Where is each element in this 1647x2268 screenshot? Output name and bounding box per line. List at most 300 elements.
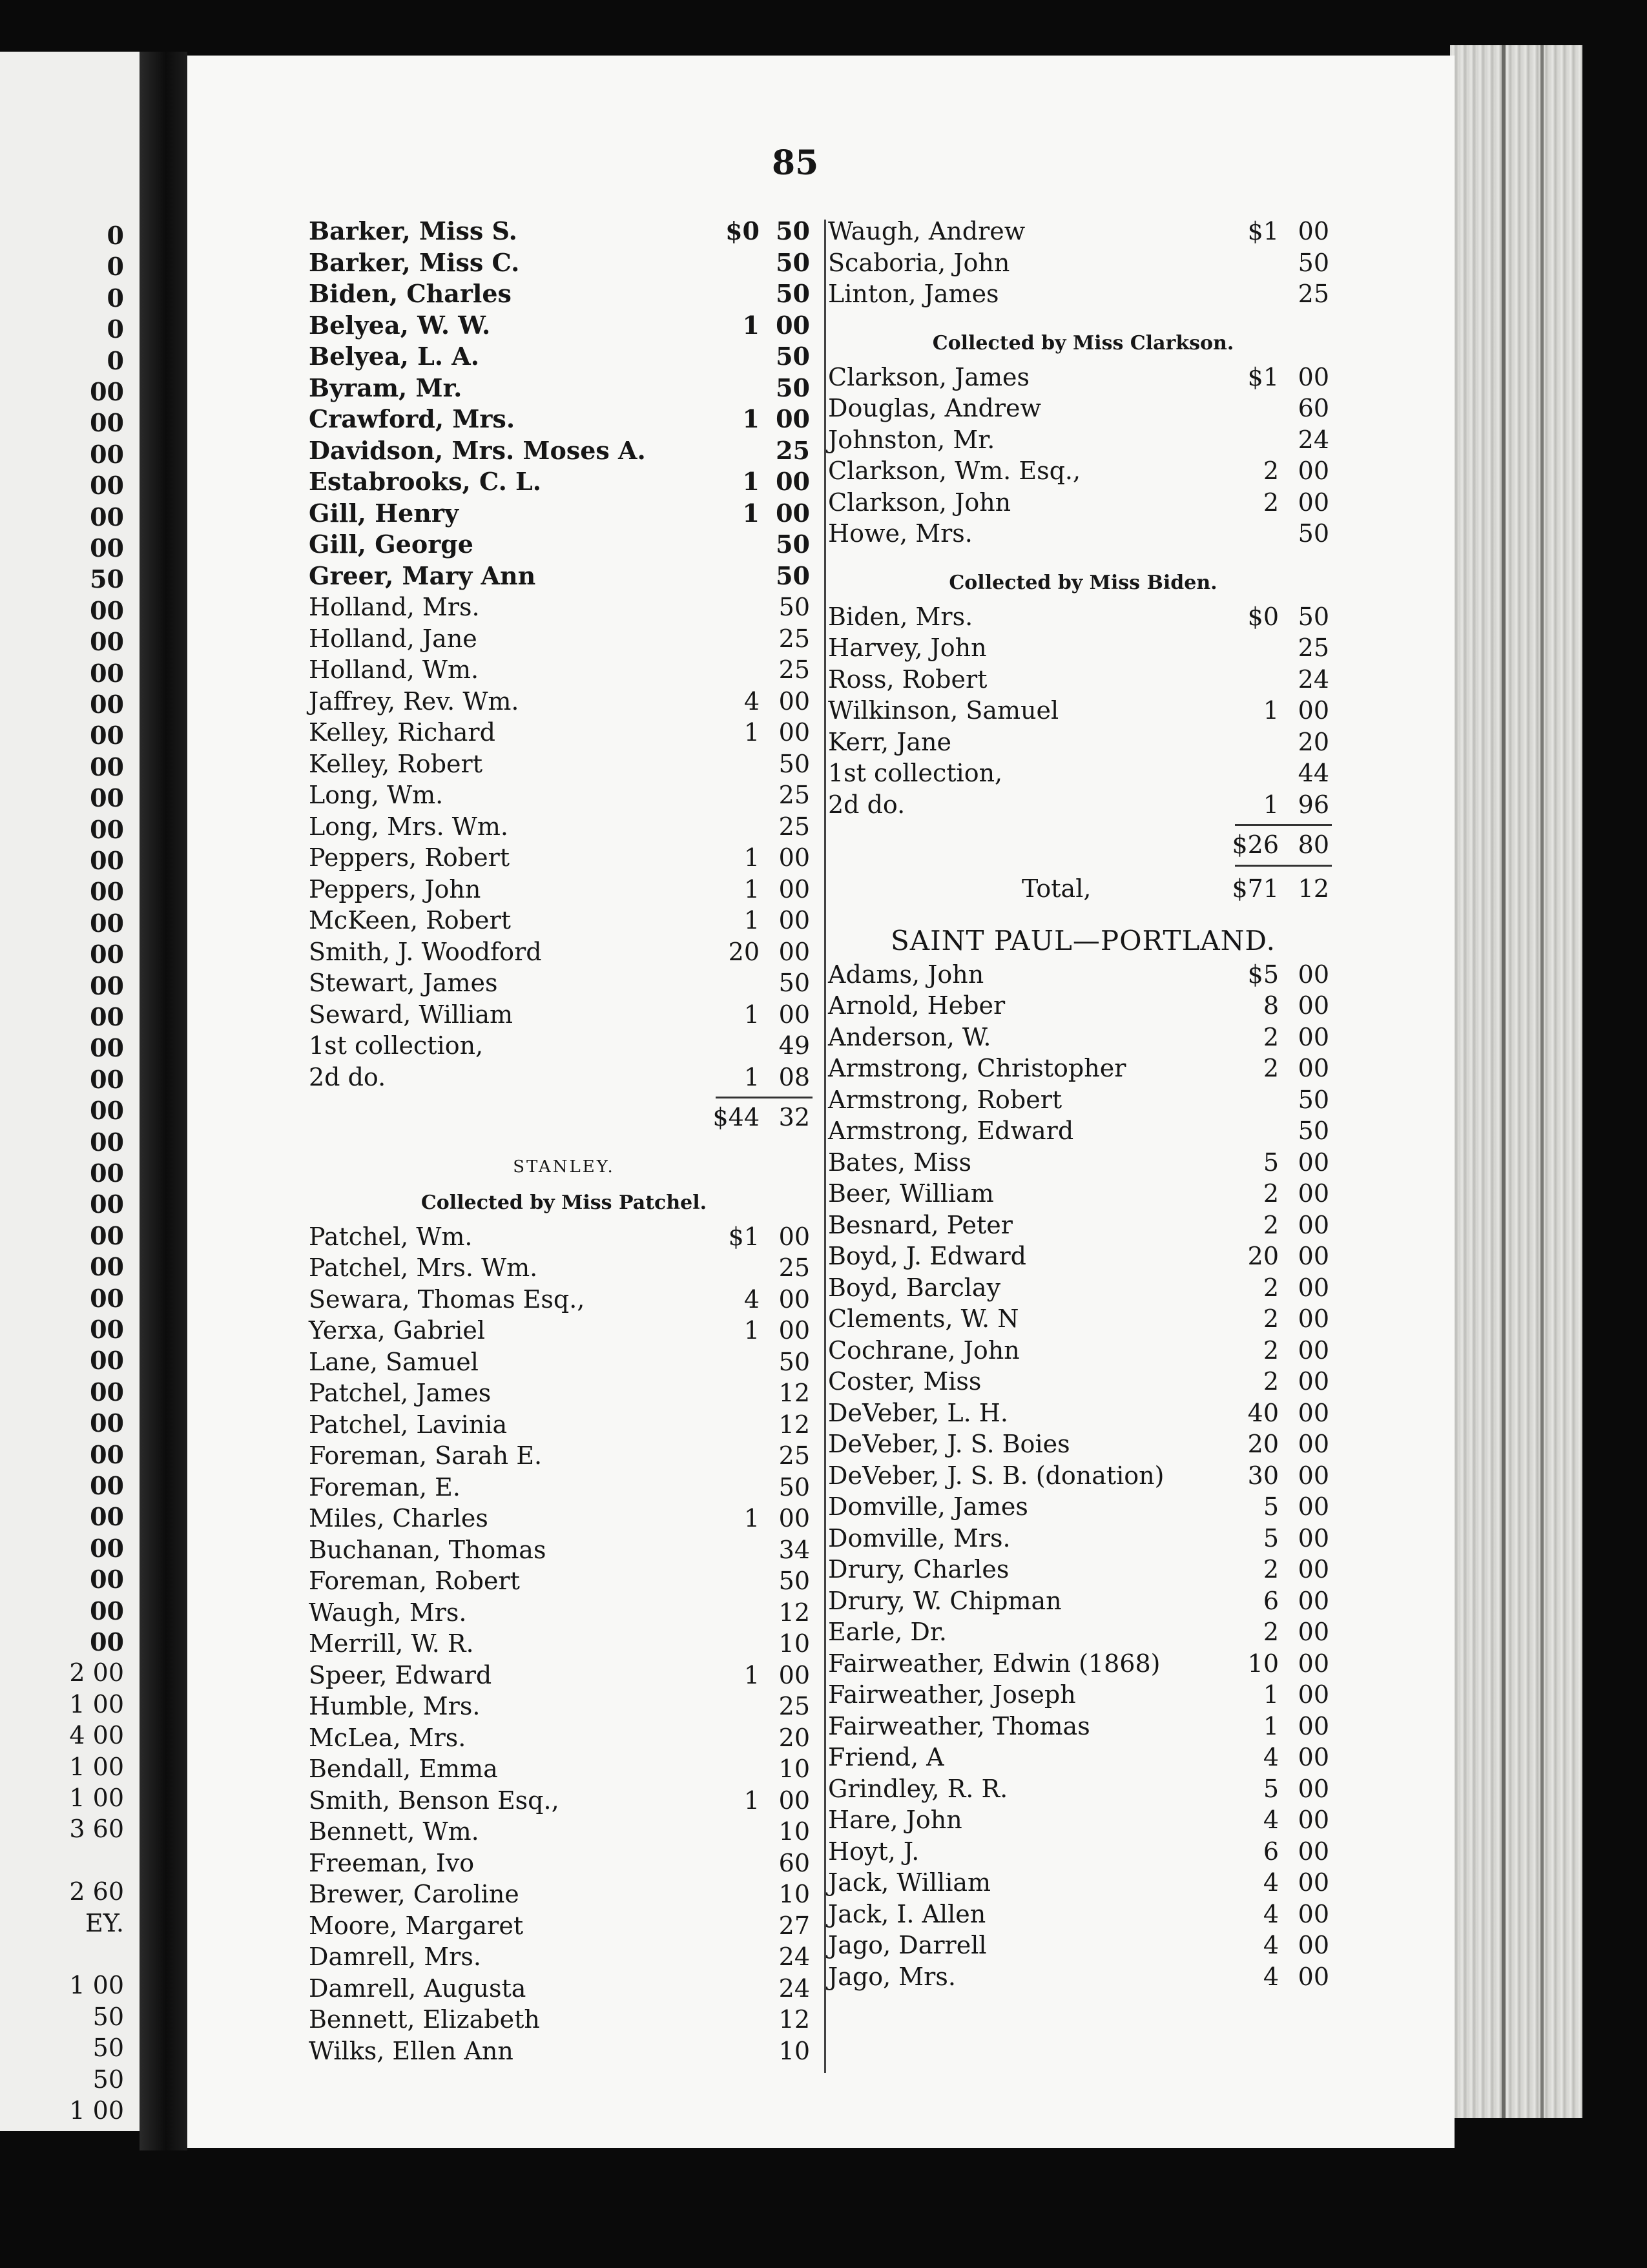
- list-item: [828, 632, 1338, 664]
- list-item: [828, 1554, 1338, 1585]
- left-page-amount-fragment: 00: [90, 502, 124, 531]
- amount-dollars: 5: [1263, 1492, 1279, 1521]
- subscription-list-clarkson: [828, 362, 1338, 550]
- subscriber-name: Kerr, Jane: [828, 727, 952, 756]
- subscriber-name: Foreman, E.: [309, 1472, 461, 1501]
- amount-dollars: 4: [743, 686, 760, 716]
- amount-cents: 00: [1298, 488, 1329, 517]
- subscription-list-main: [309, 216, 819, 1093]
- left-page-amount-fragment: 00: [90, 1064, 124, 1094]
- list-item: [828, 1679, 1338, 1711]
- subscriber-name: Waugh, Mrs.: [309, 1598, 467, 1627]
- amount-dollars: 2: [1263, 1555, 1279, 1583]
- left-page-amount-fragment: 50: [92, 2065, 124, 2094]
- amount-cents: 50: [776, 561, 810, 590]
- subtotal-rule: [309, 1093, 819, 1102]
- left-page-amount-fragment: 1 00: [69, 1752, 124, 1781]
- amount-dollars: 2: [1263, 1054, 1279, 1082]
- left-page-amount-fragment: 0: [107, 252, 124, 282]
- list-item: [309, 905, 819, 936]
- left-page-amount-fragment: 00: [90, 1283, 124, 1313]
- amount-cents: 00: [1298, 1586, 1329, 1615]
- subscriber-name: Patchel, Mrs. Wm.: [309, 1253, 538, 1282]
- left-page-amount-fragment: 00: [90, 971, 124, 1000]
- subscriber-name: Foreman, Robert: [309, 1567, 520, 1595]
- subscriber-name: Jago, Darrell: [828, 1931, 987, 1959]
- list-item: [828, 1585, 1338, 1617]
- list-item: [828, 487, 1338, 519]
- amount-cents: 50: [776, 530, 810, 559]
- subscriber-name: DeVeber, J. S. Boies: [828, 1430, 1070, 1458]
- list-item: [828, 247, 1338, 279]
- list-item: [828, 1366, 1338, 1397]
- subscriber-name: Boyd, Barclay: [828, 1273, 1001, 1302]
- amount-cents: 27: [778, 1911, 810, 1940]
- subscriber-name: 1st collection,: [309, 1031, 484, 1060]
- list-item: [828, 1930, 1338, 1961]
- amount-cents: 60: [778, 1848, 810, 1877]
- subscriber-name: Moore, Margaret: [309, 1911, 524, 1940]
- amount-dollars: 2: [1263, 1304, 1279, 1333]
- subscriber-name: Smith, J. Woodford: [309, 937, 542, 966]
- amount-cents: 10: [778, 2036, 810, 2065]
- left-page-amount-fragment: 00: [90, 377, 124, 406]
- amount-cents: 00: [1298, 1367, 1329, 1396]
- list-item: [828, 1335, 1338, 1366]
- subscriber-name: Long, Wm.: [309, 781, 444, 809]
- list-item: [309, 1910, 819, 1942]
- list-item: [309, 216, 819, 247]
- left-page-amount-fragment: 00: [90, 721, 124, 750]
- subscriber-name: Boyd, J. Edward: [828, 1242, 1026, 1270]
- amount-dollars: 30: [1247, 1461, 1279, 1490]
- amount-cents: 24: [778, 1974, 810, 2003]
- list-item: [309, 842, 819, 874]
- amount-cents: 50: [776, 247, 810, 277]
- subscriber-name: Barker, Miss S.: [309, 216, 517, 245]
- amount-cents: 00: [1298, 1335, 1329, 1365]
- amount-cents: 25: [776, 435, 810, 465]
- subscriber-name: Lane, Samuel: [309, 1347, 479, 1376]
- amount-dollars: 1: [743, 1504, 760, 1532]
- amount-cents: 00: [1298, 1179, 1329, 1208]
- amount-cents: 50: [776, 342, 810, 371]
- amount-cents: 12: [778, 1379, 810, 1407]
- amount-cents: 25: [778, 1441, 810, 1470]
- list-item: [828, 393, 1338, 424]
- amount-cents: 00: [1298, 1054, 1329, 1082]
- list-item: [828, 1648, 1338, 1680]
- list-item: [309, 1221, 819, 1253]
- amount-dollars: 4: [1263, 1931, 1279, 1959]
- subscriber-name: Anderson, W.: [828, 1022, 991, 1051]
- list-item: [828, 664, 1338, 696]
- left-page-amount-fragment: 00: [90, 1315, 124, 1344]
- subscriber-name: Jack, William: [828, 1868, 991, 1897]
- subscriber-name: Kelley, Robert: [309, 749, 482, 778]
- amount-cents: 00: [778, 843, 810, 872]
- amount-dollars: 5: [1263, 1523, 1279, 1552]
- left-page-amount-fragment: 00: [90, 1502, 124, 1532]
- list-item: [309, 623, 819, 655]
- list-item: [309, 654, 819, 686]
- amount-dollars: 1: [743, 843, 760, 872]
- subscriber-name: Domville, James: [828, 1492, 1028, 1521]
- amount-cents: 50: [1298, 519, 1329, 548]
- subscriber-name: Hoyt, J.: [828, 1837, 920, 1866]
- left-page-amount-fragment: 2 60: [69, 1877, 124, 1906]
- amount-dollars: $1: [728, 1222, 760, 1251]
- amount-dollars: 4: [1263, 1743, 1279, 1771]
- subtotal-rule: [828, 820, 1338, 829]
- amount-cents: 00: [1298, 1931, 1329, 1959]
- list-item: [309, 1879, 819, 1910]
- list-item: [828, 1742, 1338, 1773]
- subscriber-name: Armstrong, Christopher: [828, 1054, 1126, 1082]
- list-item: [309, 2004, 819, 2036]
- list-item: [828, 1053, 1338, 1084]
- left-page-amount-fragment: 00: [90, 1533, 124, 1563]
- subscriber-name: Davidson, Mrs. Moses A.: [309, 435, 646, 465]
- amount-cents: 20: [778, 1723, 810, 1752]
- subscriber-name: Coster, Miss: [828, 1367, 982, 1396]
- amount-dollars: 1: [743, 906, 760, 934]
- amount-cents: 10: [778, 1817, 810, 1846]
- left-page-amount-fragment: 50: [92, 2002, 124, 2031]
- list-item: [309, 1848, 819, 1879]
- amount-cents: 00: [1298, 1242, 1329, 1270]
- list-item: [828, 1428, 1338, 1460]
- amount-cents: 00: [1298, 1555, 1329, 1583]
- amount-dollars: 4: [1263, 1868, 1279, 1897]
- amount-cents: 00: [1298, 1398, 1329, 1427]
- subscriber-name: Damrell, Mrs.: [309, 1943, 481, 1971]
- amount-cents: 50: [1298, 248, 1329, 277]
- list-item: [828, 1836, 1338, 1868]
- subscriber-name: Beer, William: [828, 1179, 994, 1208]
- amount-cents: 00: [778, 1000, 810, 1029]
- subscription-list-stanley: [309, 1221, 819, 2067]
- left-page-amount-fragment: 00: [90, 1252, 124, 1282]
- subscriber-name: Long, Mrs. Wm.: [309, 812, 508, 841]
- amount-cents: 50: [778, 593, 810, 621]
- amount-dollars: 1: [742, 498, 760, 528]
- left-page-amount-fragment: 1 00: [69, 2096, 124, 2125]
- subtotal-rule-bottom: [828, 861, 1338, 870]
- list-item: [309, 686, 819, 717]
- subscriber-name: Howe, Mrs.: [828, 519, 973, 548]
- subscriber-name: Jaffrey, Rev. Wm.: [309, 686, 519, 716]
- amount-dollars: 5: [1263, 1148, 1279, 1177]
- amount-cents: 10: [778, 1629, 810, 1658]
- left-page-amount-fragment: 00: [90, 846, 124, 875]
- subscriber-name: DeVeber, L. H.: [828, 1398, 1008, 1427]
- amount-cents: 00: [1298, 1868, 1329, 1897]
- list-item: [828, 1804, 1338, 1836]
- left-page-amount-fragment: 00: [90, 1346, 124, 1376]
- total-label: Total,: [1022, 874, 1092, 903]
- list-item: [309, 1753, 819, 1785]
- list-item: [309, 967, 819, 999]
- amount-dollars: 1: [743, 1062, 760, 1091]
- list-item: [828, 1961, 1338, 1993]
- amount-cents: 00: [778, 937, 810, 966]
- list-item: [828, 1210, 1338, 1241]
- amount-cents: 10: [778, 1880, 810, 1908]
- subscriber-name: Drury, W. Chipman: [828, 1586, 1062, 1615]
- amount-dollars: 4: [1263, 1806, 1279, 1834]
- subscriber-name: Freeman, Ivo: [309, 1848, 475, 1877]
- list-item: [828, 278, 1338, 310]
- amount-cents: 50: [778, 1347, 810, 1376]
- amount-cents: 50: [778, 749, 810, 778]
- list-item: [828, 1491, 1338, 1523]
- left-page-amount-fragment: 0: [107, 314, 124, 344]
- amount-cents: 00: [1298, 991, 1329, 1020]
- list-item: [828, 518, 1338, 550]
- amount-cents: 25: [778, 781, 810, 809]
- subscriber-name: Yerxa, Gabriel: [309, 1316, 485, 1345]
- subscriber-name: 2d do.: [309, 1062, 386, 1091]
- list-item: [828, 1147, 1338, 1179]
- amount-dollars: 4: [743, 1284, 760, 1314]
- left-page-amount-fragment: 00: [90, 1159, 124, 1188]
- amount-dollars: 6: [1263, 1586, 1279, 1615]
- amount-dollars: 2: [1263, 1367, 1279, 1396]
- subscriber-name: Bates, Miss: [828, 1148, 972, 1177]
- left-page-amount-fragment: 00: [90, 595, 124, 625]
- subscriber-name: Jack, I. Allen: [828, 1899, 986, 1928]
- subscriber-name: Clarkson, John: [828, 488, 1011, 517]
- amount-cents: 00: [1298, 696, 1329, 725]
- amount-cents: 50: [778, 969, 810, 997]
- amount-cents: 00: [1298, 1743, 1329, 1771]
- list-item: [828, 1022, 1338, 1053]
- subscriber-name: Domville, Mrs.: [828, 1523, 1011, 1552]
- subscriber-name: Armstrong, Edward: [828, 1117, 1074, 1145]
- amount-cents: 00: [1298, 1304, 1329, 1333]
- list-item: [828, 1616, 1338, 1648]
- amount-cents: 24: [1298, 665, 1329, 694]
- page-edges: [1450, 45, 1582, 2118]
- left-page-amount-fragment: 50: [90, 564, 124, 594]
- list-item: [309, 1409, 819, 1441]
- list-item: [309, 341, 819, 373]
- left-page-amount-fragment: 0: [107, 283, 124, 313]
- subscriber-name: Wilks, Ellen Ann: [309, 2036, 513, 2065]
- subscriber-name: Foreman, Sarah E.: [309, 1441, 543, 1470]
- amount-dollars: 6: [1263, 1837, 1279, 1866]
- amount-cents: 24: [778, 1943, 810, 1971]
- left-page-amount-fragment: 00: [90, 439, 124, 469]
- total-row: [828, 870, 1338, 907]
- list-item: [309, 874, 819, 905]
- amount-cents: 00: [1298, 1806, 1329, 1834]
- subscriber-name: Greer, Mary Ann: [309, 561, 536, 590]
- subscriber-name: Patchel, Wm.: [309, 1222, 473, 1251]
- subtotal-row: [309, 1102, 819, 1133]
- left-page-amount-fragment: 00: [90, 627, 124, 657]
- list-item: [828, 424, 1338, 456]
- amount-dollars: 2: [1263, 1022, 1279, 1051]
- amount-cents: 00: [776, 467, 810, 496]
- amount-cents: 12: [778, 2005, 810, 2034]
- amount-dollars: 20: [728, 937, 760, 966]
- amount-dollars: 1: [742, 467, 760, 496]
- subscriber-name: Wilkinson, Samuel: [828, 696, 1059, 725]
- subscriber-name: Belyea, L. A.: [309, 342, 479, 371]
- amount-dollars: 2: [1263, 457, 1279, 485]
- list-item: [309, 1816, 819, 1848]
- list-item: [309, 1030, 819, 1062]
- list-item: [828, 1899, 1338, 1930]
- subscriber-name: Clarkson, James: [828, 362, 1030, 391]
- left-page-amount-fragment: 00: [90, 877, 124, 907]
- subscriber-name: Fairweather, Thomas: [828, 1711, 1090, 1740]
- subscriber-name: Drury, Charles: [828, 1555, 1010, 1583]
- subscriber-name: Holland, Wm.: [309, 655, 479, 684]
- subscriber-name: Stewart, James: [309, 969, 498, 997]
- list-item: [828, 362, 1338, 393]
- amount-dollars: 1: [743, 1000, 760, 1029]
- left-page-amount-fragment: 00: [90, 1439, 124, 1469]
- subscriber-name: Patchel, Lavinia: [309, 1410, 508, 1439]
- amount-cents: 00: [776, 404, 810, 433]
- amount-dollars: $1: [1247, 217, 1279, 245]
- amount-dollars: 2: [1263, 1618, 1279, 1646]
- subtotal-cents: 32: [778, 1103, 810, 1131]
- list-item: [309, 373, 819, 404]
- amount-cents: 50: [778, 1567, 810, 1595]
- amount-dollars: 2: [1263, 488, 1279, 517]
- left-page-amount-fragment: 00: [90, 752, 124, 781]
- subscriber-name: Besnard, Peter: [828, 1210, 1013, 1239]
- subscriber-name: Holland, Jane: [309, 624, 477, 653]
- subscriber-name: Hare, John: [828, 1806, 962, 1834]
- amount-cents: 08: [778, 1062, 810, 1091]
- subscriber-name: Arnold, Heber: [828, 991, 1006, 1020]
- collector-heading-patchel: Collected by Miss Patchel.: [420, 1191, 707, 1214]
- amount-cents: 00: [778, 1316, 810, 1345]
- left-page-amount-fragment: 00: [90, 1033, 124, 1063]
- left-page-amount-fragment: 1 00: [69, 1689, 124, 1718]
- list-item: [828, 1460, 1338, 1492]
- subscriber-name: Earle, Dr.: [828, 1618, 947, 1646]
- amount-cents: 00: [1298, 1837, 1329, 1866]
- amount-dollars: 20: [1247, 1242, 1279, 1270]
- list-item: [828, 1397, 1338, 1429]
- list-item: [309, 1062, 819, 1093]
- amount-dollars: 8: [1263, 991, 1279, 1020]
- list-item: [309, 247, 819, 279]
- list-item: [828, 695, 1338, 727]
- subscriber-name: Ross, Robert: [828, 665, 988, 694]
- amount-cents: 00: [778, 686, 810, 716]
- left-page-amount-fragment: 00: [90, 471, 124, 500]
- amount-dollars: 2: [1263, 1210, 1279, 1239]
- left-page-amount-fragment: 00: [90, 1377, 124, 1407]
- amount-cents: 25: [778, 1253, 810, 1282]
- amount-dollars: $1: [1247, 362, 1279, 391]
- amount-cents: 34: [778, 1535, 810, 1564]
- list-item: [309, 1534, 819, 1566]
- subscriber-name: Fairweather, Edwin (1868): [828, 1649, 1161, 1678]
- list-item: [828, 601, 1338, 633]
- subscriber-name: Douglas, Andrew: [828, 394, 1042, 422]
- amount-cents: 00: [1298, 960, 1329, 989]
- left-page-fragment: [0, 52, 150, 2131]
- list-item: [309, 1440, 819, 1472]
- amount-cents: 00: [1298, 1962, 1329, 1991]
- subtotal-cents: 80: [1298, 830, 1329, 859]
- subscriber-name: 2d do.: [828, 790, 906, 819]
- subscriber-name: Biden, Charles: [309, 279, 512, 308]
- amount-cents: 50: [1298, 1085, 1329, 1114]
- list-item: [828, 727, 1338, 758]
- list-item: [309, 561, 819, 592]
- left-page-amount-fragment: 00: [90, 1221, 124, 1250]
- amount-cents: 60: [1298, 394, 1329, 422]
- subscriber-name: McKeen, Robert: [309, 906, 511, 934]
- subscriber-name: Clarkson, Wm. Esq.,: [828, 457, 1081, 485]
- subscriber-name: Gill, Henry: [309, 498, 459, 528]
- amount-dollars: 20: [1247, 1430, 1279, 1458]
- amount-cents: 20: [1298, 727, 1329, 756]
- list-item: [309, 1660, 819, 1691]
- amount-cents: 25: [1298, 634, 1329, 662]
- amount-cents: 00: [1298, 1680, 1329, 1709]
- amount-cents: 00: [1298, 1430, 1329, 1458]
- amount-cents: 44: [1298, 759, 1329, 787]
- list-item: [309, 1252, 819, 1284]
- list-item: [309, 466, 819, 498]
- subscriber-name: Clements, W. N: [828, 1304, 1019, 1333]
- left-page-amount-fragment: 00: [90, 1408, 124, 1438]
- left-page-amount-fragment: 00: [90, 1002, 124, 1031]
- amount-dollars: 1: [742, 404, 760, 433]
- list-item: [309, 779, 819, 811]
- list-item: [828, 1303, 1338, 1335]
- total-cents: 12: [1298, 874, 1329, 903]
- left-page-amount-fragment: 00: [90, 814, 124, 844]
- subscriber-name: Johnston, Mr.: [828, 425, 995, 454]
- subscriber-name: McLea, Mrs.: [309, 1723, 466, 1752]
- left-page-amount-fragment: 3 60: [69, 1815, 124, 1844]
- amount-cents: 00: [778, 1284, 810, 1314]
- list-item: [828, 1867, 1338, 1899]
- left-page-amount-fragment: 1 00: [69, 1784, 124, 1812]
- left-page-amount-fragment: 2 00: [69, 1658, 124, 1687]
- amount-cents: 00: [1298, 457, 1329, 485]
- subtotal-dollars: $44: [712, 1103, 760, 1131]
- amount-cents: 50: [1298, 1117, 1329, 1145]
- left-page-amount-fragment: 00: [90, 533, 124, 562]
- list-item: [309, 1722, 819, 1754]
- section-title-saint-paul-portland: SAINT PAUL—PORTLAND.: [891, 924, 1276, 956]
- list-item: [828, 1241, 1338, 1272]
- amount-cents: 00: [1298, 1148, 1329, 1177]
- amount-dollars: $0: [725, 216, 760, 245]
- amount-cents: 50: [776, 373, 810, 402]
- amount-cents: 00: [778, 718, 810, 747]
- amount-cents: 00: [1298, 1523, 1329, 1552]
- list-item: [309, 592, 819, 623]
- subscriber-name: Estabrooks, C. L.: [309, 467, 541, 496]
- amount-cents: 50: [776, 216, 810, 245]
- amount-dollars: 1: [743, 718, 760, 747]
- subscriber-name: Miles, Charles: [309, 1504, 488, 1532]
- subscriber-name: Biden, Mrs.: [828, 602, 973, 631]
